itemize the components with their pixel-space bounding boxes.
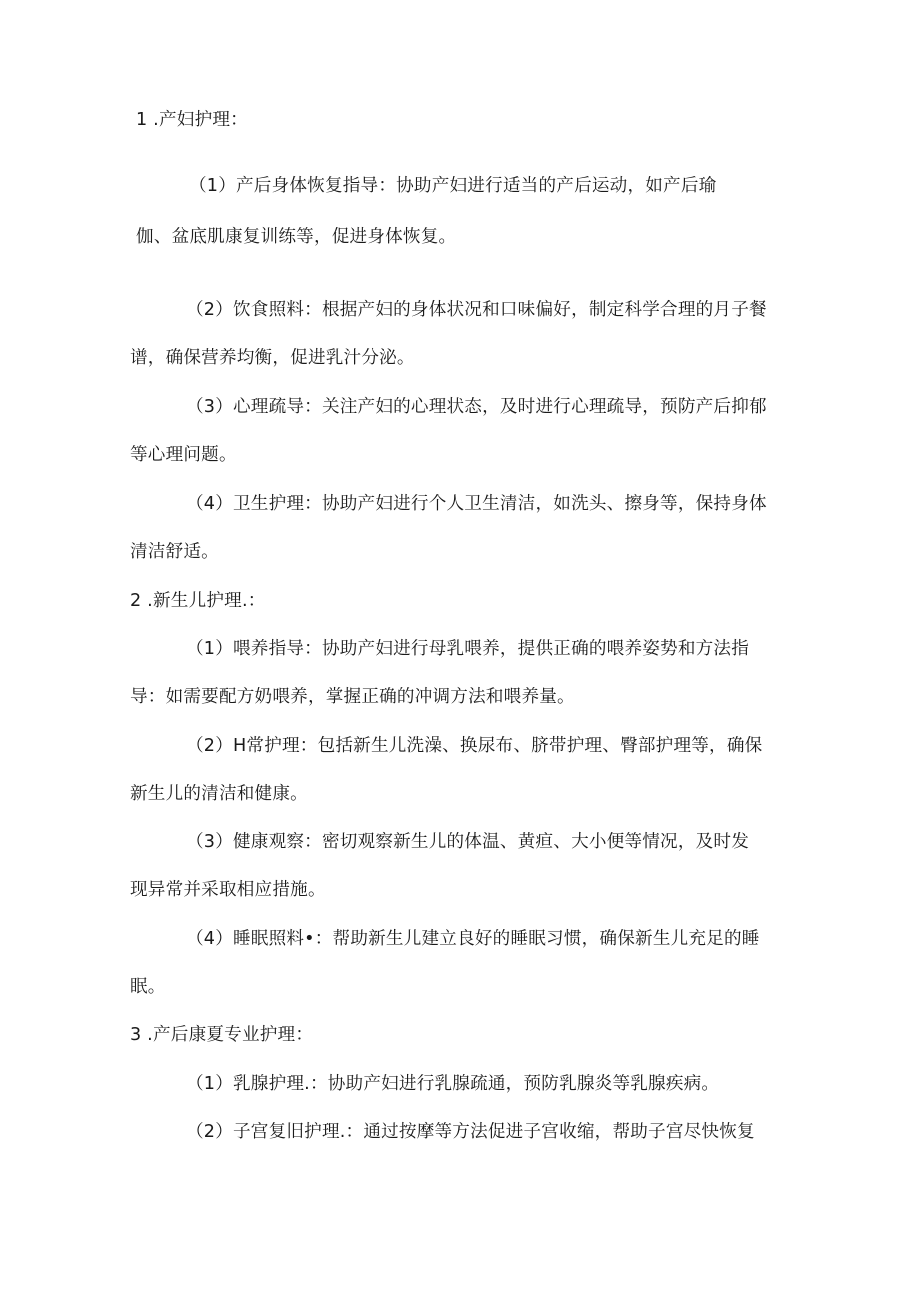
item-1-4-line-1: （4）卫生护理：协助产妇进行个人卫生清洁，如洗头、擦身等，保持身体 bbox=[186, 494, 767, 514]
item-2-2-line-2: 新生儿的清洁和健康。 bbox=[130, 784, 308, 804]
item-1-3-line-1: （3）心理疏导：关注产妇的心理状态，及时进行心理疏导，预防产后抑郁 bbox=[186, 397, 767, 417]
item-2-3-line-1: （3）健康观察：密切观察新生儿的体温、黄疸、大小便等情况，及时发 bbox=[186, 832, 750, 852]
section-heading-2: 2 .新生儿护理.： bbox=[130, 591, 266, 611]
item-1-2-line-1: （2）饮食照料：根据产妇的身体状况和口味偏好，制定科学合理的月子餐 bbox=[186, 300, 767, 320]
item-1-1-line-2: 伽、盆底肌康复训练等，促进身体恢复。 bbox=[136, 227, 457, 247]
item-3-2-line-1: （2）子宫复旧护理.：通过按摩等方法促进子宫收缩，帮助子宫尽快恢复 bbox=[186, 1122, 755, 1142]
item-2-4-line-1: （4）睡眠照料•：帮助新生儿建立良好的睡眠习惯，确保新生儿充足的睡 bbox=[186, 929, 760, 949]
item-1-2-line-2: 谱，确保营养均衡，促进乳汁分泌。 bbox=[130, 348, 415, 368]
item-2-3-line-2: 现异常并采取相应措施。 bbox=[130, 880, 326, 900]
section-heading-1: 1 .产妇护理： bbox=[136, 110, 248, 130]
item-1-4-line-2: 清洁舒适。 bbox=[130, 542, 219, 562]
item-1-3-line-2: 等心理问题。 bbox=[130, 445, 237, 465]
item-2-1-line-1: （1）喂养指导：协助产妇进行母乳喂养，提供正确的喂养姿势和方法指 bbox=[186, 639, 750, 659]
item-2-1-line-2: 导：如需要配方奶喂养，掌握正确的冲调方法和喂养量。 bbox=[130, 687, 575, 707]
item-1-1-line-1: （1）产后身体恢复指导：协助产妇进行适当的产后运动，如产后瑜 bbox=[189, 176, 717, 196]
section-heading-3: 3 .产后康夏专业护理： bbox=[130, 1025, 314, 1045]
item-3-1-line-1: （1）乳腺护理.：协助产妇进行乳腺疏通，预防乳腺炎等乳腺疾病。 bbox=[186, 1074, 720, 1094]
item-2-2-line-1: （2）H常护理：包括新生儿洗澡、换尿布、脐带护理、臀部护理等，确保 bbox=[186, 736, 763, 756]
item-2-4-line-2: 眠。 bbox=[130, 977, 166, 997]
